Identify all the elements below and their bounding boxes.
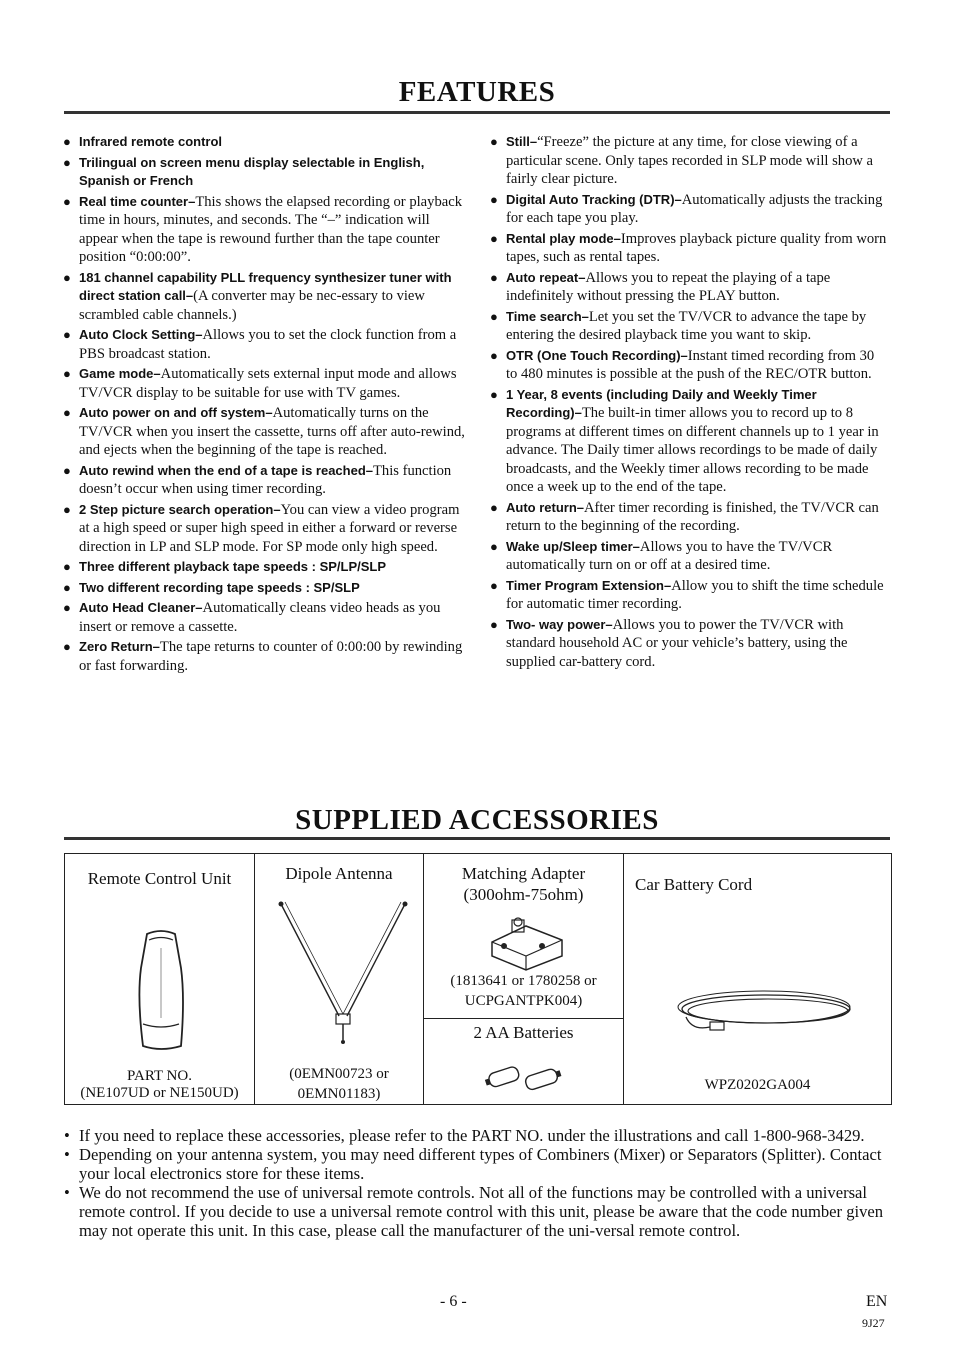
- feature-item: [63, 462, 466, 499]
- page-number: - 6 -: [440, 1293, 467, 1310]
- feature-item: [63, 326, 466, 363]
- bullet-icon: •: [64, 1126, 70, 1145]
- feature-item: [63, 133, 466, 152]
- feature-description: This shows the elapsed recording or playback time in hours, minutes, and seconds. The “–” indication will appear when the tape is rewound further than the tape counter position “0:00:00”.: [79, 193, 462, 265]
- feature-name: Wake up/Sleep timer–: [506, 538, 640, 554]
- features-rule: [64, 111, 890, 114]
- batteries-name: 2 AA Batteries: [473, 1023, 574, 1042]
- feature-name: Auto power on and off system–: [79, 405, 273, 420]
- feature-description: You can view a video program at a high speed or super high speed in either a forward or reverse direction in LP and SLP mode. For SP mode only high speed.: [79, 501, 460, 555]
- antenna-cell: [255, 854, 424, 1105]
- feature-item: [490, 386, 888, 497]
- feature-description: The built-in timer allows you to record up to 8 programs at different times on different channels up to 1 year in advance. The Daily timer allows recordings to be made of daily broadcasts, and the Weekly timer allows recording to be made once a week up to the end of the tape.: [506, 405, 879, 495]
- note-text: We do not recommend the use of universal remote controls. Not all of the functions may be controlled with a universal remote control. If you decide to use a universal remote control with this unit, please be aware that the code number given may not operate this unit. In this case, please call the manufacturer of the uni-versal remote control.: [79, 1183, 884, 1240]
- bullet-icon: ●: [490, 386, 498, 402]
- feature-item: [63, 501, 466, 557]
- feature-description: Automatically cleans video heads as you insert or remove a cassette.: [79, 600, 441, 635]
- feature-description: Improves playback picture quality from worn tapes, such as rental tapes.: [506, 230, 887, 265]
- feature-name: Auto return–: [506, 499, 584, 515]
- remote-control-icon: [133, 928, 189, 1054]
- bullet-icon: ●: [490, 577, 498, 593]
- bullet-icon: ●: [63, 134, 71, 149]
- bullet-icon: ●: [63, 405, 71, 420]
- bullet-icon: ●: [63, 462, 71, 478]
- feature-item: [490, 308, 888, 345]
- feature-description: Automatically sets external input mode and allows TV/VCR display to be suitable for use with TV games.: [79, 366, 457, 401]
- features-right-list: [490, 133, 888, 673]
- feature-name: Time search–: [506, 308, 589, 324]
- accessories-table: [64, 853, 892, 1105]
- feature-description: Allow you to shift the time schedule for automatic timer recording.: [506, 577, 884, 612]
- notes-list: [64, 1126, 894, 1240]
- feature-name: Auto repeat–: [506, 269, 586, 285]
- accessories-rule: [64, 837, 890, 840]
- feature-description: Allows you to repeat the playing of a tape indefinitely without pressing the PLAY button.: [506, 269, 831, 304]
- antenna-part-line1: (0EMN00723 or: [289, 1066, 389, 1082]
- feature-item: [490, 347, 888, 384]
- feature-description: (A converter may be nec-essary to view scrambled cable channels.): [79, 288, 425, 323]
- feature-name: Zero Return–: [79, 639, 160, 654]
- note-item: [64, 1126, 894, 1145]
- feature-item: [490, 616, 888, 672]
- feature-description: Allows you to power the TV/VCR with standard household AC or your vehicle’s battery, using the supplied car-battery cord.: [506, 616, 848, 670]
- feature-description: Let you set the TV/VCR to advance the tape by entering the desired playback time you want to skip.: [506, 308, 867, 343]
- car-battery-cord-icon: [676, 987, 854, 1037]
- feature-item: [63, 365, 466, 402]
- note-text: Depending on your antenna system, you may need different types of Combiners (Mixer) or Separators (Splitter). Contact your local electronics store for these items.: [79, 1145, 882, 1183]
- bullet-icon: ●: [490, 134, 498, 149]
- batteries-cell: [424, 1019, 624, 1105]
- feature-name: Game mode–: [79, 366, 161, 381]
- feature-description: After timer recording is finished, the TV/VCR can return to the beginning of the recording.: [506, 499, 879, 534]
- bullet-icon: ●: [63, 366, 71, 381]
- feature-item: [490, 538, 888, 575]
- feature-name: Rental play mode–: [506, 230, 621, 246]
- feature-item: [63, 558, 466, 577]
- aa-batteries-icon: [484, 1057, 568, 1097]
- feature-item: [63, 193, 466, 267]
- bullet-icon: ●: [63, 579, 71, 595]
- feature-description: “Freeze” the picture at any time, for close viewing of a particular scene. Only tapes recorded in SLP mode will show a fairly clear picture.: [506, 134, 874, 187]
- adapter-name-line2: (300ohm-75ohm): [463, 885, 584, 904]
- bullet-icon: •: [64, 1145, 70, 1164]
- cord-part: WPZ0202GA004: [704, 1077, 811, 1093]
- feature-item: [490, 577, 888, 614]
- remote-name: Remote Control Unit: [87, 869, 232, 888]
- feature-item: [490, 191, 888, 228]
- remote-part-line2: (NE107UD or NE150UD): [80, 1085, 239, 1101]
- feature-item: [490, 499, 888, 536]
- feature-name: 2 Step picture search operation–: [79, 501, 281, 517]
- bullet-icon: ●: [63, 501, 71, 517]
- dipole-antenna-icon: [273, 898, 413, 1048]
- feature-description: This function doesn’t occur when using timer recording.: [79, 462, 452, 497]
- matching-adapter-icon: [486, 916, 568, 972]
- antenna-name: Dipole Antenna: [285, 864, 393, 883]
- language-code: EN: [866, 1293, 888, 1310]
- feature-description: Automatically turns on the TV/VCR when you insert the cassette, turns off after auto-rewind, and ejects when the beginning of the tape is reached.: [79, 405, 465, 458]
- bullet-icon: ●: [63, 639, 71, 654]
- feature-name: Infrared remote control: [79, 134, 223, 149]
- feature-item: [63, 638, 466, 675]
- feature-name: Auto Clock Setting–: [79, 327, 203, 342]
- bullet-icon: ●: [63, 154, 71, 170]
- car-battery-cord-cell: [624, 854, 892, 1105]
- adapter-part-line1: (1813641 or 1780258 or: [450, 973, 597, 989]
- feature-name: Digital Auto Tracking (DTR)–: [506, 191, 682, 207]
- bullet-icon: •: [64, 1183, 70, 1202]
- remote-part-line1: PART NO.: [127, 1068, 192, 1084]
- note-item: [64, 1145, 894, 1183]
- bullet-icon: ●: [63, 327, 71, 342]
- feature-description: The tape returns to counter of 0:00:00 by rewinding or fast forwarding.: [79, 639, 463, 674]
- bullet-icon: ●: [490, 269, 498, 285]
- note-item: [64, 1183, 894, 1240]
- feature-name: Trilingual on screen menu display selectable in English, Spanish or French: [79, 154, 425, 188]
- feature-name: Two- way power–: [506, 616, 613, 632]
- bullet-icon: ●: [490, 499, 498, 515]
- feature-name: Auto rewind when the end of a tape is reached–: [79, 462, 373, 478]
- feature-name: Timer Program Extension–: [506, 577, 672, 593]
- feature-item: [490, 230, 888, 267]
- feature-name: Two different recording tape speeds : SP/SLP: [79, 579, 360, 595]
- bullet-icon: ●: [490, 538, 498, 554]
- bullet-icon: ●: [63, 600, 71, 615]
- feature-item: [490, 269, 888, 306]
- feature-name: Real time counter–: [79, 193, 196, 209]
- feature-name: Still–: [506, 134, 538, 149]
- feature-item: [63, 269, 466, 325]
- note-text: If you need to replace these accessories, please refer to the PART NO. under the illustrations and call 1-800-968-3429.: [79, 1126, 865, 1145]
- feature-name: 181 channel capability PLL frequency synthesizer tuner with direct station call–: [79, 269, 452, 303]
- bullet-icon: ●: [63, 193, 71, 209]
- feature-item: [63, 579, 466, 598]
- feature-name: Three different playback tape speeds : SP/LP/SLP: [79, 559, 387, 574]
- bullet-icon: ●: [490, 347, 498, 363]
- feature-item: [63, 154, 466, 191]
- feature-name: 1 Year, 8 events (including Daily and Weekly Timer Recording)–: [506, 386, 817, 420]
- antenna-part-line2: 0EMN01183): [297, 1086, 381, 1102]
- bullet-icon: ●: [490, 191, 498, 207]
- feature-item: [63, 599, 466, 636]
- features-left-list: [63, 133, 466, 677]
- remote-cell: [65, 854, 255, 1105]
- document-code: 9J27: [862, 1316, 885, 1330]
- feature-name: Auto Head Cleaner–: [79, 600, 203, 615]
- feature-description: Automatically adjusts the tracking for each tape you play.: [506, 191, 883, 226]
- cord-name: Car Battery Cord: [635, 875, 753, 894]
- adapter-cell: [424, 854, 624, 1019]
- accessories-title: SUPPLIED ACCESSORIES: [295, 804, 659, 836]
- adapter-part-line2: UCPGANTPK004): [464, 993, 583, 1009]
- bullet-icon: ●: [490, 616, 498, 632]
- feature-item: [490, 133, 888, 189]
- bullet-icon: ●: [490, 308, 498, 324]
- bullet-icon: ●: [63, 269, 71, 285]
- feature-description: Instant timed recording from 30 to 480 minutes is possible at the push of the REC/OTR button.: [506, 347, 875, 382]
- feature-item: [63, 404, 466, 460]
- bullet-icon: ●: [490, 230, 498, 246]
- bullet-icon: ●: [63, 559, 71, 574]
- feature-description: Allows you to set the clock function from a PBS broadcast station.: [79, 327, 457, 362]
- features-title: FEATURES: [398, 76, 556, 108]
- feature-description: Allows you to have the TV/VCR automatically turn on or off at a desired time.: [506, 538, 833, 573]
- feature-name: OTR (One Touch Recording)–: [506, 347, 688, 363]
- adapter-name-line1: Matching Adapter: [461, 864, 586, 883]
